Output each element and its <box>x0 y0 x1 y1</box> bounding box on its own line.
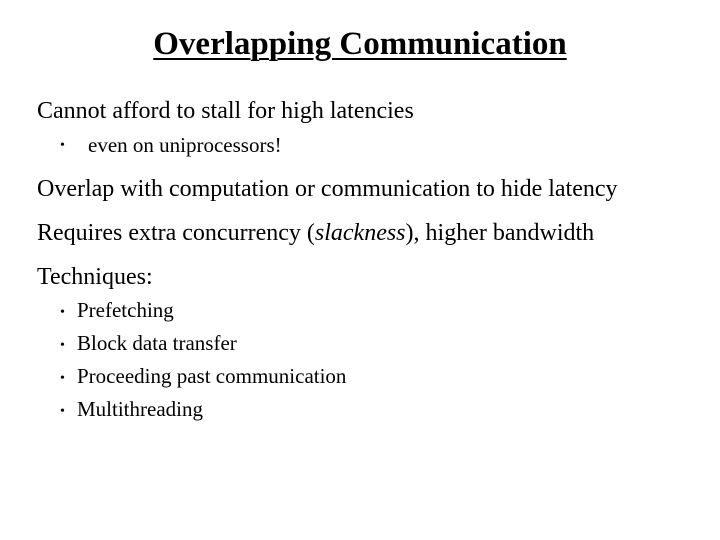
point-requires <box>37 218 594 248</box>
technique-item <box>60 329 237 360</box>
technique-label: Block data transfer <box>77 331 237 355</box>
bullet-glyph: • <box>60 404 65 419</box>
bullet-glyph: • <box>60 305 65 320</box>
requires-text-after: ), higher bandwidth <box>405 220 595 246</box>
technique-item <box>60 296 174 327</box>
technique-label: Multithreading <box>77 397 203 421</box>
requires-text-before: Requires extra concurrency ( <box>37 220 315 246</box>
technique-label: Prefetching <box>77 298 174 322</box>
requires-text-slackness: slackness <box>314 220 406 246</box>
technique-label: Proceeding past communication <box>77 364 347 388</box>
bullet-glyph: • <box>60 338 65 353</box>
sub-point-uniprocessors: even on uniprocessors! <box>88 133 282 157</box>
point-overlap: Overlap with computation or communication to hide latency <box>37 176 618 202</box>
technique-item <box>60 395 203 426</box>
slide-title: Overlapping Communication <box>153 26 567 62</box>
sub-bullet-glyph: • <box>60 138 65 153</box>
point-stall: Cannot afford to stall for high latencies <box>37 98 414 124</box>
technique-item <box>60 362 346 393</box>
techniques-heading: Techniques: <box>37 264 153 290</box>
bullet-glyph: • <box>60 371 65 386</box>
